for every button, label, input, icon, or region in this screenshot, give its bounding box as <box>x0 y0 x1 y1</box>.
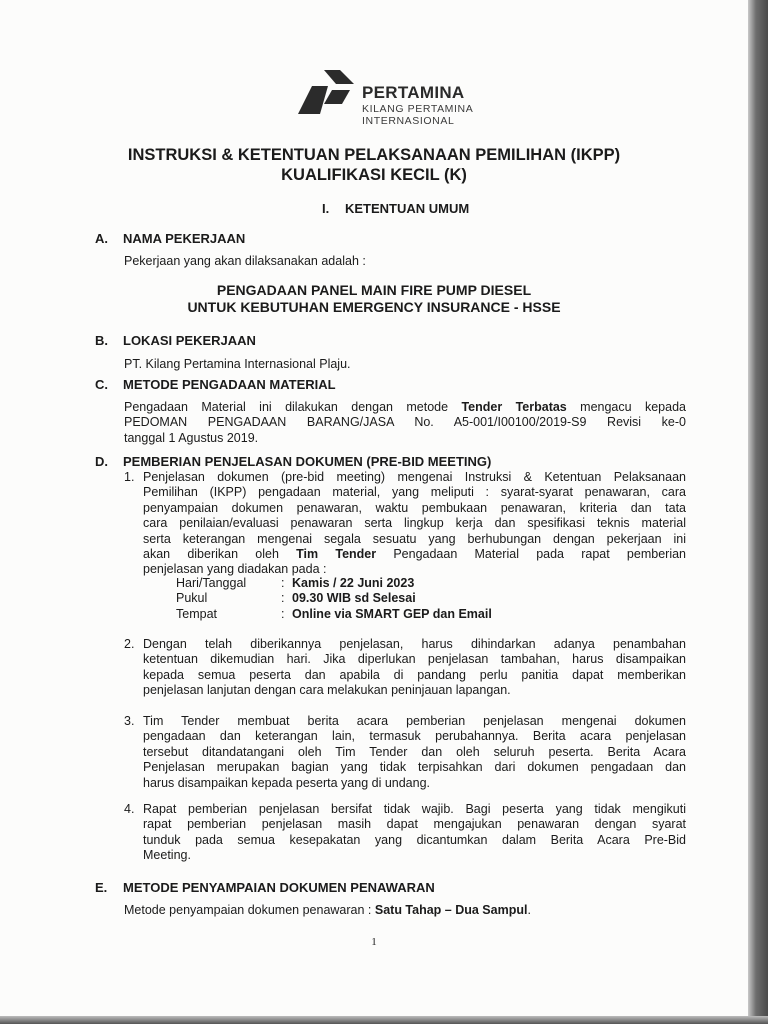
logo-subtitle-2: INTERNASIONAL <box>362 115 455 127</box>
schedule-label-place: Tempat <box>176 607 217 621</box>
section-c-paragraph <box>124 400 686 446</box>
schedule-separator: : <box>281 591 285 605</box>
schedule-label-time: Pukul <box>176 591 208 605</box>
item-1-line: Pemilihan (IKPP) pengadaan material, yang meliputi : syarat-syarat penawaran, cara <box>143 485 686 500</box>
submission-method: Satu Tahap – Dua Sampul <box>374 903 528 917</box>
item-3-line: pengadaan dan keterangan lain, termasuk perubahannya. Berita acara penjelasan <box>143 729 686 744</box>
item-2-number: 2. <box>124 637 135 651</box>
item-4-paragraph <box>143 802 686 864</box>
tim-tender-label: Tim Tender <box>296 547 377 562</box>
schedule-value-place: Online via SMART GEP dan Email <box>292 607 492 621</box>
item-1-line <box>143 547 686 562</box>
schedule-separator: : <box>281 576 285 590</box>
item-1-line: serta keterangan mengenai segala sesuatu yang berhubungan dengan pekerjaan ini <box>143 531 686 546</box>
item-3-number: 3. <box>124 714 135 728</box>
section-a-intro: Pekerjaan yang akan dilaksanakan adalah : <box>124 254 366 268</box>
section-c-heading: METODE PENGADAAN MATERIAL <box>123 377 336 392</box>
item-1-line: Penjelasan dokumen (pre-bid meeting) mengenai Instruksi & Ketentuan Pelaksanaan <box>143 470 686 484</box>
section-c-text-end: mengacu kepada <box>566 400 686 414</box>
item-2-line: ketentuan dikemudian hari. Jika diperlukan penjelasan tambahan, harus disampaikan <box>143 652 686 667</box>
section-c-line-3: tanggal 1 Agustus 2019. <box>124 430 259 445</box>
item-1-paragraph <box>143 470 686 578</box>
item-2-line: Dengan telah diberikannya penjelasan, harus dihindarkan adanya penambahan <box>143 637 686 651</box>
item-4-line: Rapat pemberian penjelasan bersifat tidak wajib. Bagi peserta yang tidak mengikuti <box>143 802 686 816</box>
page-number: 1 <box>371 936 377 948</box>
item-1-text: akan diberikan oleh <box>143 547 297 562</box>
section-d-heading: PEMBERIAN PENJELASAN DOKUMEN (PRE-BID MEETING) <box>123 454 492 469</box>
scan-shadow-right <box>748 0 768 1024</box>
item-1-line: penjelasan yang diadakan pada : <box>143 562 327 577</box>
schedule-value-time: 09.30 WIB sd Selesai <box>292 591 416 605</box>
section-e-text <box>124 903 531 917</box>
item-1-number: 1. <box>124 470 135 484</box>
schedule-separator: : <box>281 607 285 621</box>
section-number: I. <box>322 201 330 216</box>
section-b-text: PT. Kilang Pertamina Internasional Plaju. <box>124 357 351 371</box>
logo-name: PERTAMINA <box>362 83 465 102</box>
item-3-line: Penjelasan merupakan bagian yang tidak terpisahkan dari dokumen pengadaan dan <box>143 760 686 775</box>
section-a-heading: NAMA PEKERJAAN <box>123 231 246 246</box>
item-4-line: rapat pemberian penjelasan masih dapat mengajukan penawaran dengan syarat <box>143 817 686 832</box>
work-subject-line-1: PENGADAAN PANEL MAIN FIRE PUMP DIESEL <box>216 282 532 298</box>
section-c-line-1 <box>124 400 686 415</box>
item-1-line: penyampaian dokumen penawaran, waktu pembukaan penawaran, kriteria dan tata <box>143 500 686 515</box>
item-1-line: cara penilaian/evaluasi penawaran serta lingkup kerja dan spesifikasi teknis material <box>143 516 686 531</box>
section-c-text: Pengadaan Material ini dilakukan dengan metode <box>124 400 462 414</box>
section-c-letter: C. <box>95 377 108 392</box>
section-b-letter: B. <box>95 333 108 348</box>
document-title-line-2: KUALIFIKASI KECIL (K) <box>281 166 467 184</box>
item-4-line: Meeting. <box>143 848 191 863</box>
document-title-line-1: INSTRUKSI & KETENTUAN PELAKSANAAN PEMILIHAN (IKPP) <box>127 146 621 164</box>
item-3-line: tersebut ditandatangani oleh Tim Tender dan oleh seluruh peserta. Berita Acara <box>143 744 686 759</box>
procurement-method: Tender Terbatas <box>461 400 567 414</box>
pertamina-logo-icon <box>298 70 354 114</box>
schedule-value-date: Kamis / 22 Juni 2023 <box>292 576 415 590</box>
item-2-line: kepada semua peserta dan apabila di pandang perlu panitia dapat memberikan <box>143 667 686 682</box>
item-4-number: 4. <box>124 802 135 816</box>
item-4-line: tunduk pada semua kesepakatan yang dicantumkan dalam Berita Acara Pre-Bid <box>143 832 686 847</box>
section-a-letter: A. <box>95 231 108 246</box>
item-1-text-end: Pengadaan Material pada rapat pemberian <box>376 547 686 562</box>
item-2-paragraph <box>143 637 686 699</box>
section-e-letter: E. <box>95 880 108 895</box>
section-e-heading: METODE PENYAMPAIAN DOKUMEN PENAWARAN <box>123 880 435 895</box>
schedule-label-date: Hari/Tanggal <box>176 576 247 590</box>
item-2-line: penjelasan lanjutan dengan cara melakukan peninjauan lapangan. <box>143 683 511 698</box>
logo-subtitle-1: KILANG PERTAMINA <box>362 103 474 115</box>
section-e-text-end: . <box>527 903 531 917</box>
section-c-line-2: PEDOMAN PENGADAAN BARANG/JASA No. A5-001/I00100/2019-S9 Revisi ke-0 <box>124 415 686 430</box>
scan-shadow-bottom <box>0 1016 768 1024</box>
section-e-text-intro: Metode penyampaian dokumen penawaran : <box>124 903 375 917</box>
section-b-heading: LOKASI PEKERJAAN <box>123 333 256 348</box>
section-d-letter: D. <box>95 454 108 469</box>
item-3-paragraph <box>143 714 686 791</box>
work-subject-line-2: UNTUK KEBUTUHAN EMERGENCY INSURANCE - HSSE <box>187 299 561 315</box>
item-3-line: Tim Tender membuat berita acara pemberian penjelasan mengenai dokumen <box>143 714 686 728</box>
section-title: KETENTUAN UMUM <box>345 201 470 216</box>
item-3-line: harus disampaikan kepada peserta yang di undang. <box>143 775 431 790</box>
